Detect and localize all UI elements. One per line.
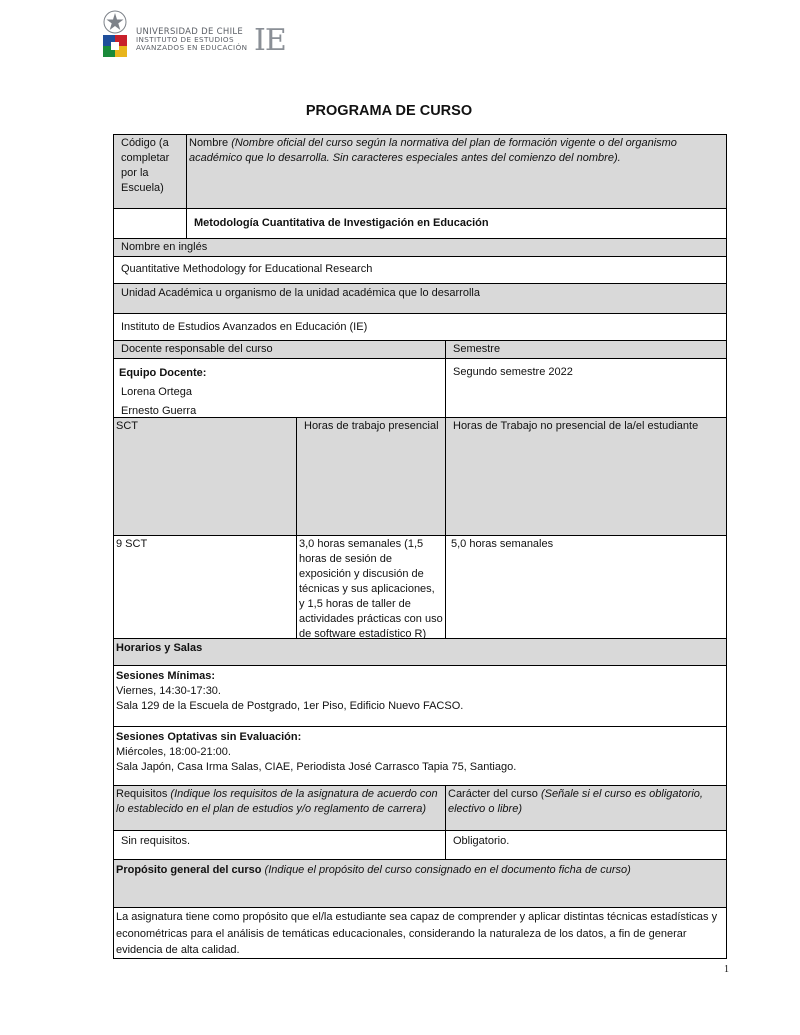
no-presencial-label: Horas de Trabajo no presencial de la/el estudiante: [453, 420, 699, 432]
codigo-label-cell: [113, 134, 187, 209]
caracter-value-cell: [445, 830, 727, 860]
logo-university-name: UNIVERSIDAD DE CHILE: [136, 27, 244, 37]
requisitos-value-cell: [113, 830, 446, 860]
semestre-value: Segundo semestre 2022: [453, 366, 573, 378]
page-number: 1: [724, 964, 729, 975]
equipo-docente-cell: [113, 358, 446, 418]
requisitos-label-cell: [113, 785, 446, 831]
ingles-value-cell: [113, 256, 727, 284]
sesiones-minimas-label: Sesiones Mínimas:: [116, 670, 216, 682]
codigo-value-cell: [113, 208, 187, 239]
caracter-value: Obligatorio.: [453, 835, 510, 847]
presencial-label-cell: [296, 417, 446, 536]
caracter-label: Carácter del curso: [448, 788, 538, 800]
requisitos-value: Sin requisitos.: [121, 835, 191, 847]
no-presencial-label-cell: [445, 417, 727, 536]
sesiones-optativas-label: Sesiones Optativas sin Evaluación:: [116, 731, 302, 743]
semestre-value-cell: [445, 358, 727, 418]
proposito-label: Propósito general del curso: [116, 864, 262, 876]
english-name: Quantitative Methodology for Educational Research: [121, 263, 373, 275]
page-title: PROGRAMA DE CURSO: [305, 103, 473, 119]
nombre-value-cell: [186, 208, 727, 239]
sct-value-cell: [113, 535, 297, 639]
sesiones-minimas-day: Viernes, 14:30-17:30.: [116, 685, 221, 697]
ingles-label: Nombre en inglés: [121, 241, 208, 253]
horarios-label: Horarios y Salas: [116, 642, 203, 654]
proposito-label-cell: [113, 859, 727, 908]
teacher-name: Ernesto Guerra: [121, 405, 197, 417]
sesiones-optativas-cell: [113, 726, 727, 786]
semestre-label-cell: [445, 340, 727, 359]
presencial-value: 3,0 horas semanales (1,5 horas de sesión de exposición y discusión de técnicas y sus aplicaciones, y 1,5 horas de taller de actividades prácticas con uso de software estadístico R): [299, 538, 443, 639]
no-presencial-value: 5,0 horas semanales: [451, 538, 554, 550]
nombre-label: Nombre: [189, 137, 229, 149]
no-presencial-value-cell: [445, 535, 727, 639]
requisitos-hint: (Indique los requisitos de la asignatura de acuerdo con lo establecido en el plan de estudios y/o reglamento de carrera): [116, 788, 438, 815]
proposito-hint: (Indique el propósito del curso consignado en el documento ficha de curso): [264, 864, 631, 876]
unidad-value: Instituto de Estudios Avanzados en Educación (IE): [121, 321, 368, 333]
docente-label: Docente responsable del curso: [121, 343, 273, 355]
star-seal-icon: [103, 10, 127, 34]
semestre-label: Semestre: [453, 343, 501, 355]
logo-institute-line2: AVANZADOS EN EDUCACIÓN: [136, 43, 248, 52]
sesiones-minimas-place: Sala 129 de la Escuela de Postgrado, 1er Piso, Edificio Nuevo FACSO.: [116, 700, 464, 712]
nombre-label-cell: [186, 134, 727, 209]
proposito-value: La asignatura tiene como propósito que el/la estudiante sea capaz de comprender y aplicar distintas técnicas estadísticas y econométricas para el análisis de temáticas educacionales, considerando la naturaleza de los datos, a fin de generar evidencia de alta calidad.: [116, 911, 718, 956]
sct-label-cell: [113, 417, 297, 536]
course-name: Metodología Cuantitativa de Investigación en Educación: [194, 217, 489, 229]
sesiones-optativas-day: Miércoles, 18:00-21:00.: [116, 746, 231, 758]
docente-label-cell: [113, 340, 446, 359]
presencial-label: Horas de trabajo presencial: [304, 420, 439, 432]
proposito-value-cell: [113, 907, 727, 959]
horarios-label-cell: [113, 638, 727, 666]
sesiones-minimas-cell: [113, 665, 727, 727]
equipo-label: Equipo Docente:: [119, 367, 207, 379]
shield-icon: [103, 35, 127, 57]
presencial-value-cell: [296, 535, 446, 639]
ie-logo-mark: [254, 23, 286, 58]
teacher-name: Lorena Ortega: [121, 386, 192, 398]
university-logo: [100, 8, 290, 60]
sct-label: SCT: [116, 420, 138, 432]
logo-institute-line1: INSTITUTO DE ESTUDIOS: [136, 35, 234, 44]
requisitos-label: Requisitos: [116, 788, 168, 800]
unidad-label: Unidad Académica u organismo de la unidad académica que lo desarrolla: [121, 287, 480, 299]
sct-value: 9 SCT: [116, 538, 148, 550]
unidad-value-cell: [113, 313, 727, 341]
caracter-hint: (Señale si el curso es obligatorio, electivo o libre): [448, 788, 703, 815]
caracter-label-cell: [445, 785, 727, 831]
codigo-label: Código (a completar por la Escuela): [121, 137, 170, 194]
nombre-hint: (Nombre oficial del curso según la normativa del plan de formación vigente o del organismo académico que lo desarrolla. Sin caracteres especiales antes del comienzo del nombre).: [189, 137, 677, 164]
ingles-label-cell: [113, 238, 727, 257]
unidad-label-cell: [113, 283, 727, 314]
ie-mark-text: IE: [254, 23, 286, 58]
sesiones-optativas-place: Sala Japón, Casa Irma Salas, CIAE, Periodista José Carrasco Tapia 75, Santiago.: [116, 761, 517, 773]
logo-text: [136, 28, 247, 52]
